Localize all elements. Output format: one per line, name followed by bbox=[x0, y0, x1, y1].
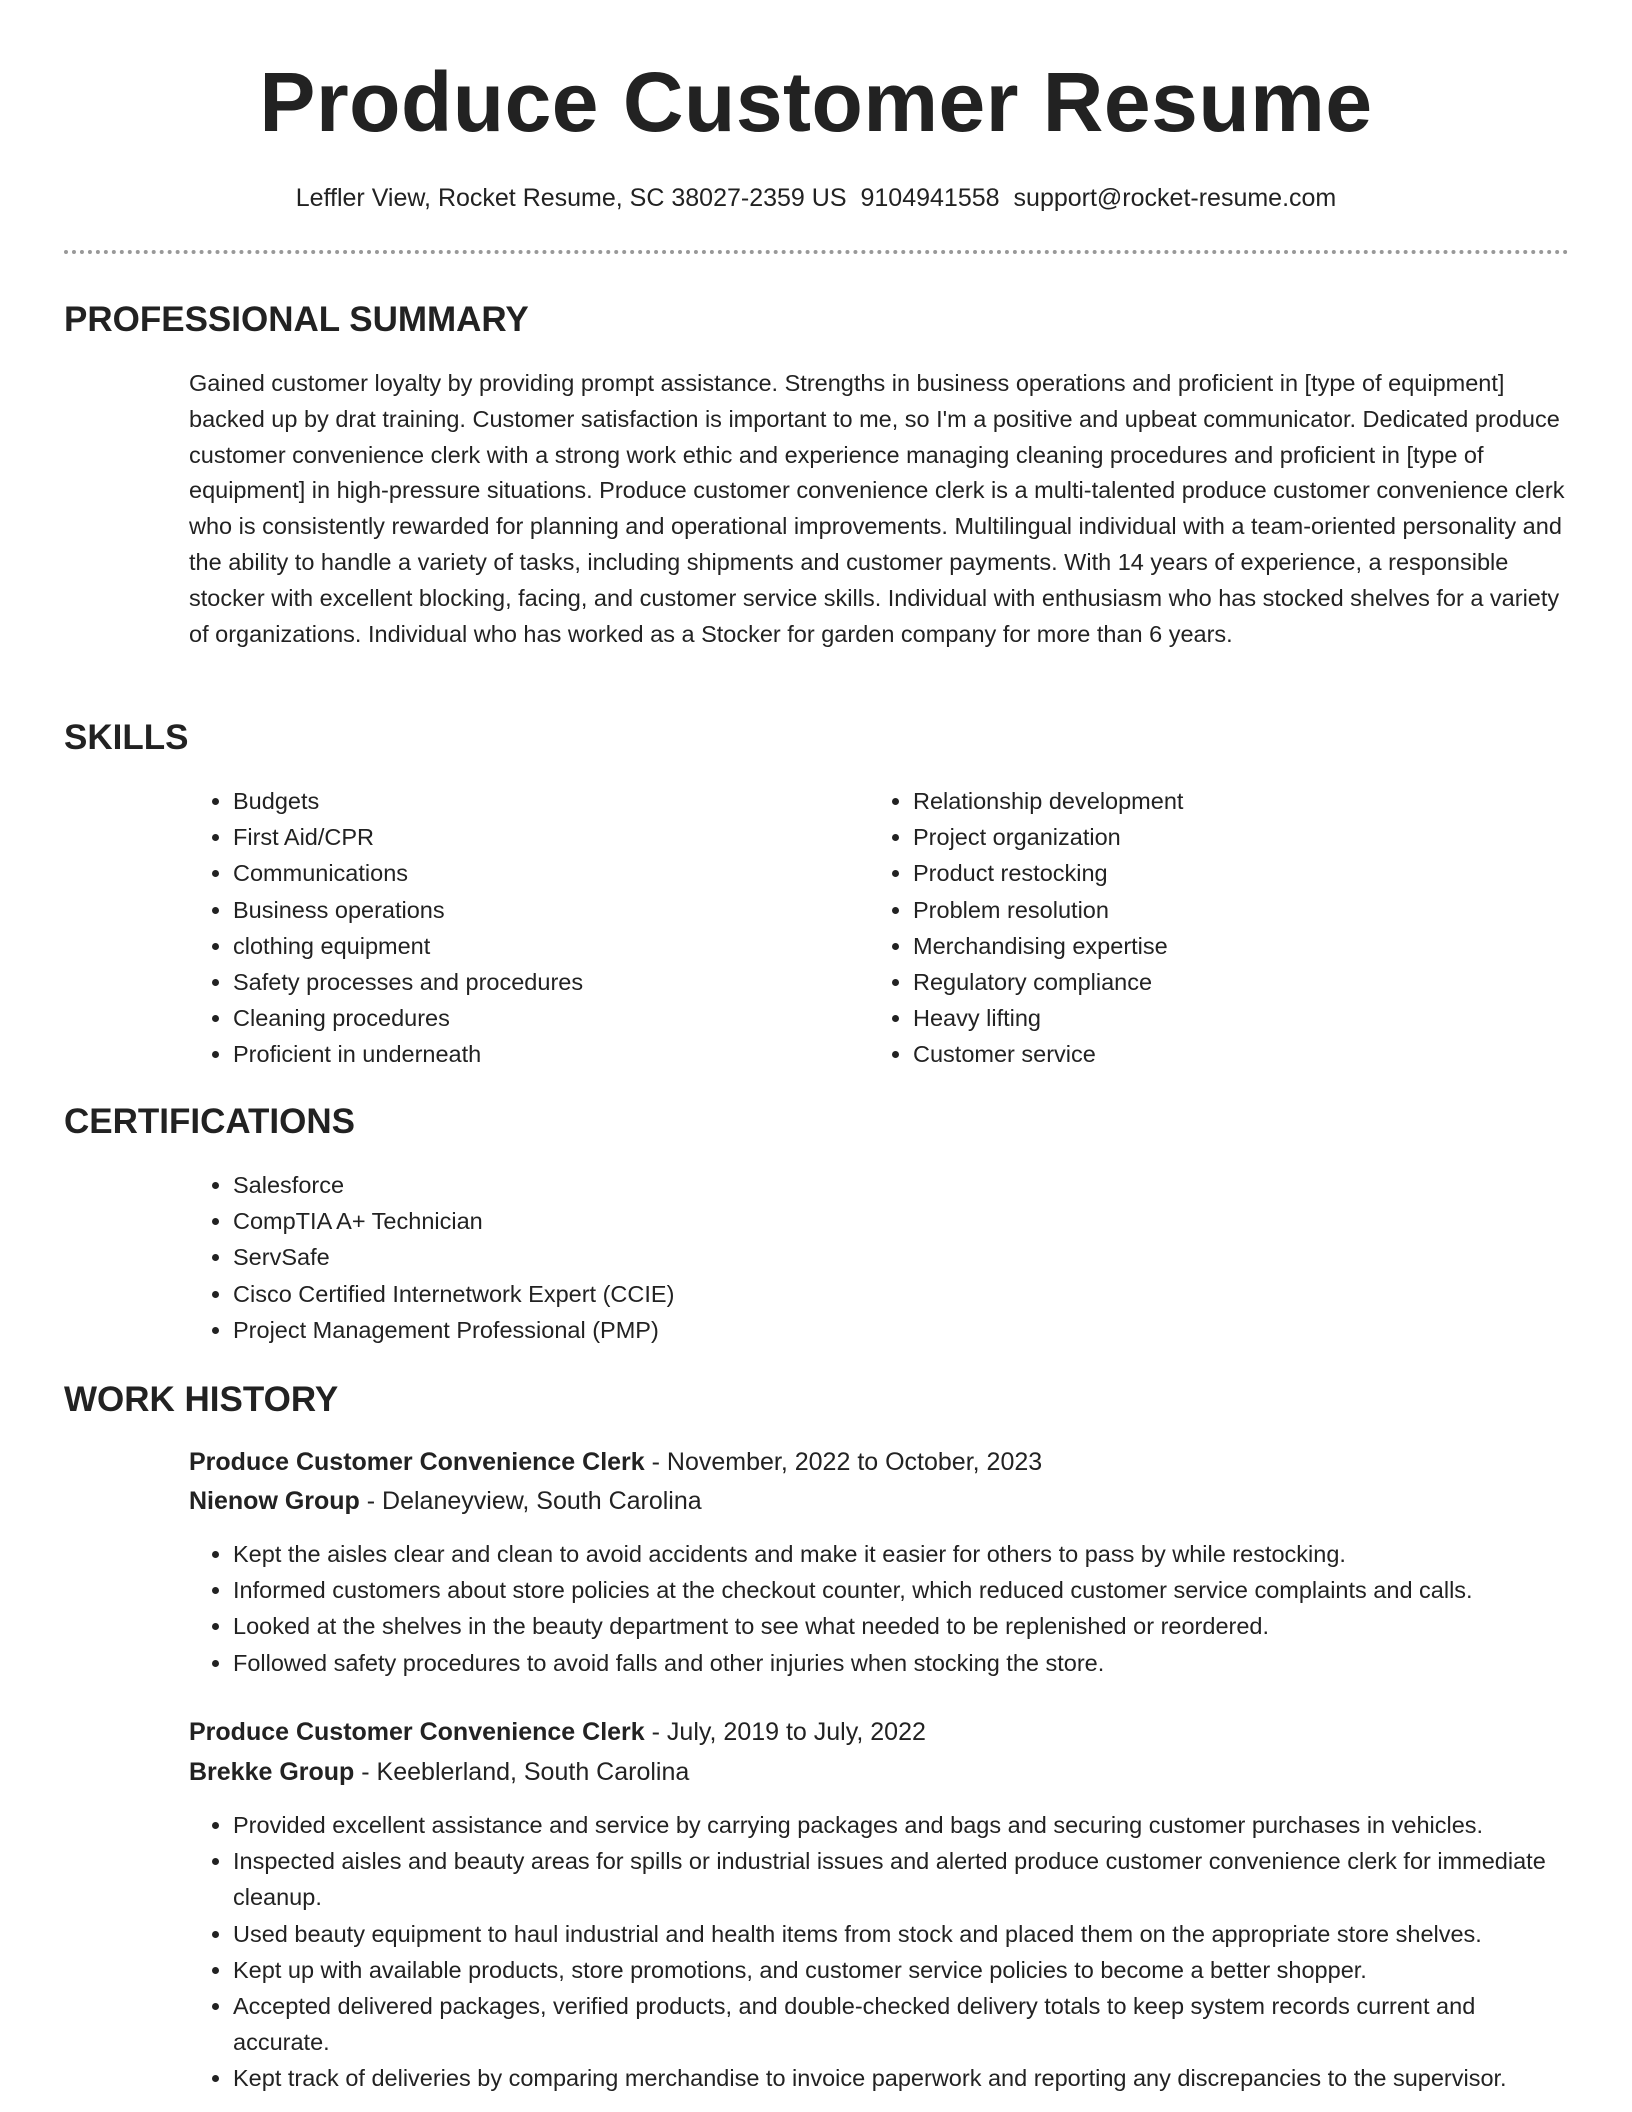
job-bullet: • Informed customers about store policies at the checkout counter, which reduced customer service complaints and calls. bbox=[233, 1572, 1569, 1608]
summary-section-title: PROFESSIONAL SUMMARY bbox=[64, 300, 529, 339]
contact-phone: 9104941558 bbox=[860, 184, 1000, 212]
job-bullets bbox=[189, 1807, 1569, 2097]
skill-item: • Safety processes and procedures bbox=[233, 964, 863, 1000]
skill-item: • Business operations bbox=[233, 892, 863, 928]
job-dates: - November, 2022 to October, 2023 bbox=[644, 1448, 1043, 1476]
resume-name-heading: Produce Customer Resume bbox=[259, 55, 1373, 149]
job-company: Brekke Group bbox=[189, 1758, 355, 1786]
job-bullet: • Looked at the shelves in the beauty department to see what needed to be replenished or reordered. bbox=[233, 1608, 1569, 1644]
job-bullet: • Inspected aisles and beauty areas for spills or industrial issues and alerted produce customer convenience clerk for immediate cleanup. bbox=[233, 1843, 1569, 1915]
job-title-line bbox=[189, 1443, 1569, 1482]
skill-item: • Regulatory compliance bbox=[913, 964, 1543, 1000]
job-location: - Delaneyview, South Carolina bbox=[359, 1487, 702, 1515]
skills-list-left bbox=[189, 783, 863, 1073]
job-bullet: • Kept track of deliveries by comparing merchandise to invoice paperwork and reporting any discrepancies to the supervisor. bbox=[233, 2060, 1569, 2096]
summary-paragraph: Gained customer loyalty by providing prompt assistance. Strengths in business operations and proficient in [type of equipment] backed up by drat training. Customer satisfaction is important to me, so I'm a positive and upbeat communicator. Dedicated produce customer convenience clerk with a strong work ethic and experience managing cleaning procedures and proficient in [type of equipment] in high-pressure situations. Produce customer convenience clerk is a multi-talented produce customer convenience clerk who is consistently rewarded for planning and operational improvements. Multilingual individual with a team-oriented personality and the ability to handle a variety of tasks, including shipments and customer payments. With 14 years of experience, a responsible stocker with excellent blocking, facing, and customer service skills. Individual with enthusiasm who has stocked shelves for a variety of organizations. Individual who has worked as a Stocker for garden company for more than 6 years. bbox=[189, 370, 1565, 647]
certification-item: • Project Management Professional (PMP) bbox=[233, 1312, 1233, 1348]
skill-item: • Product restocking bbox=[913, 855, 1543, 891]
contact-line bbox=[0, 180, 1632, 216]
job-bullet: • Accepted delivered packages, verified products, and double-checked delivery totals to keep system records current and accurate. bbox=[233, 1988, 1569, 2060]
skill-item: • Proficient in underneath bbox=[233, 1036, 863, 1072]
job-bullet: • Provided excellent assistance and service by carrying packages and bags and securing customer purchases in vehicles. bbox=[233, 1807, 1569, 1843]
skills-section-title: SKILLS bbox=[64, 718, 189, 757]
certification-item: • Salesforce bbox=[233, 1167, 1233, 1203]
skill-item: • Project organization bbox=[913, 819, 1543, 855]
job-bullet: • Kept the aisles clear and clean to avoid accidents and make it easier for others to pass by while restocking. bbox=[233, 1536, 1569, 1572]
job-title: Produce Customer Convenience Clerk bbox=[189, 1718, 645, 1746]
work-history-section-title: WORK HISTORY bbox=[64, 1380, 339, 1419]
certification-item: • CompTIA A+ Technician bbox=[233, 1203, 1233, 1239]
job-bullets bbox=[189, 1536, 1569, 1681]
contact-address: Leffler View, Rocket Resume, SC 38027-2359 US bbox=[295, 184, 847, 212]
skill-item: • Cleaning procedures bbox=[233, 1000, 863, 1036]
skills-list-right bbox=[869, 783, 1543, 1073]
header-divider bbox=[64, 250, 1569, 254]
certifications-section-title: CERTIFICATIONS bbox=[64, 1102, 356, 1141]
contact-email: support@rocket-resume.com bbox=[1013, 184, 1337, 212]
skill-item: • Customer service bbox=[913, 1036, 1543, 1072]
skill-item: • Budgets bbox=[233, 783, 863, 819]
skill-item: • Problem resolution bbox=[913, 892, 1543, 928]
job-location: - Keeblerland, South Carolina bbox=[354, 1758, 690, 1786]
skill-item: • First Aid/CPR bbox=[233, 819, 863, 855]
job-title-line bbox=[189, 1713, 1569, 1752]
job-company-line bbox=[189, 1753, 1569, 1792]
skill-item: • Heavy lifting bbox=[913, 1000, 1543, 1036]
certification-item: • Cisco Certified Internetwork Expert (CCIE) bbox=[233, 1276, 1233, 1312]
job-bullet: • Followed safety procedures to avoid falls and other injuries when stocking the store. bbox=[233, 1645, 1569, 1681]
skill-item: • Relationship development bbox=[913, 783, 1543, 819]
job-bullet: • Kept up with available products, store promotions, and customer service policies to become a better shopper. bbox=[233, 1952, 1569, 1988]
job-company-line bbox=[189, 1482, 1569, 1521]
job-title: Produce Customer Convenience Clerk bbox=[189, 1448, 645, 1476]
job-company: Nienow Group bbox=[189, 1487, 360, 1515]
skill-item: • Communications bbox=[233, 855, 863, 891]
job-dates: - July, 2019 to July, 2022 bbox=[644, 1718, 926, 1746]
job-bullet: • Used beauty equipment to haul industrial and health items from stock and placed them on the appropriate store shelves. bbox=[233, 1916, 1569, 1952]
certifications-list bbox=[189, 1167, 1233, 1348]
certification-item: • ServSafe bbox=[233, 1239, 1233, 1275]
skill-item: • clothing equipment bbox=[233, 928, 863, 964]
skill-item: • Merchandising expertise bbox=[913, 928, 1543, 964]
